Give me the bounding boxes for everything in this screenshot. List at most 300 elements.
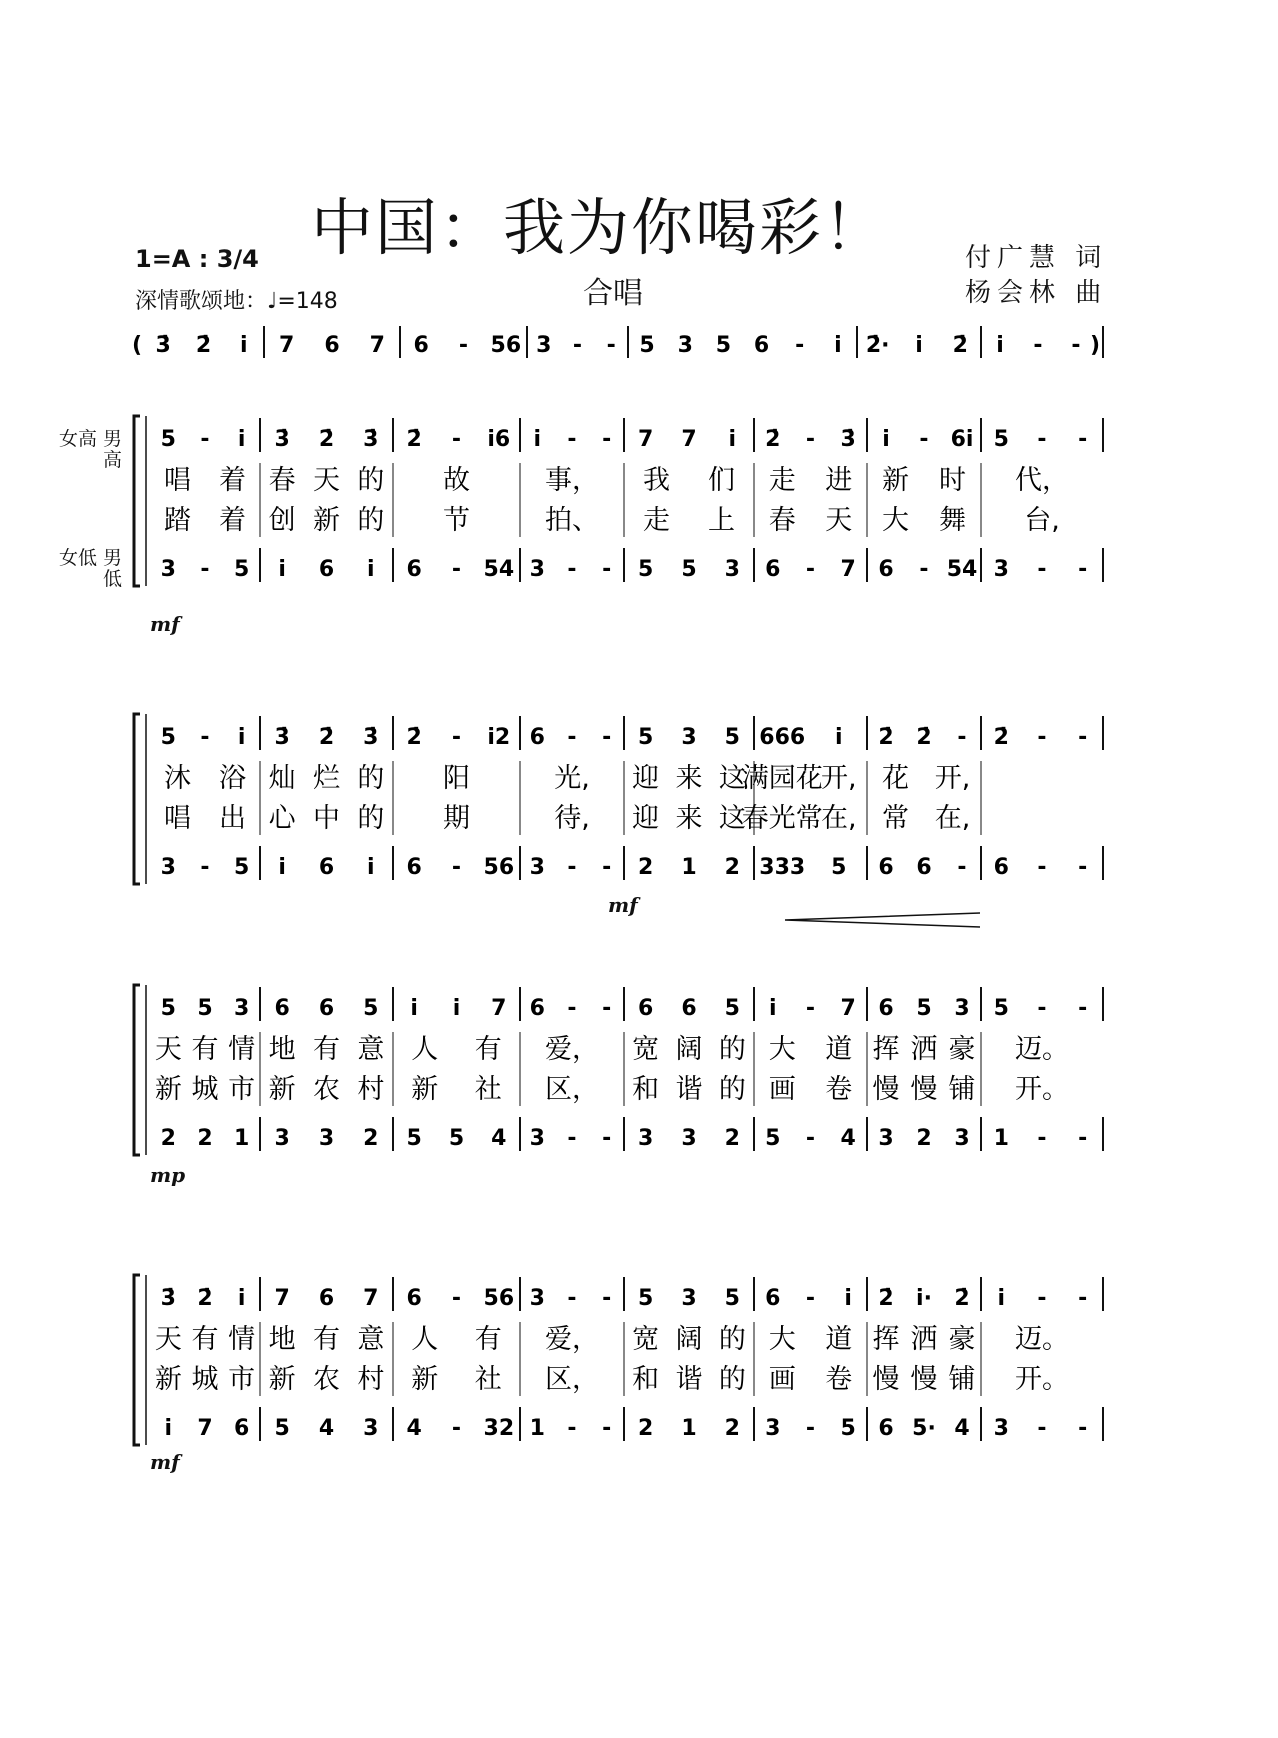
note: 3 bbox=[993, 1416, 1009, 1441]
lyric-syllable: 挥 bbox=[872, 1324, 900, 1355]
note: 6 bbox=[765, 557, 781, 582]
note: 6 bbox=[529, 996, 545, 1021]
lyric-syllable: 慢 bbox=[872, 1074, 900, 1105]
note: - bbox=[1037, 725, 1047, 750]
note: 5 bbox=[160, 725, 176, 750]
note: - bbox=[957, 855, 967, 880]
note: 5 bbox=[448, 1126, 465, 1151]
note: - bbox=[451, 1416, 462, 1441]
lyric-syllable: 烂 bbox=[313, 763, 340, 794]
note: - bbox=[805, 996, 816, 1021]
dynamic-marking-3: mp bbox=[150, 1163, 186, 1187]
lyric-syllable: 我 bbox=[643, 465, 670, 496]
note: 56 bbox=[483, 855, 515, 880]
note: - bbox=[805, 557, 816, 582]
lyric-syllable: 舞 bbox=[939, 505, 966, 536]
lyric-syllable: 来 bbox=[675, 763, 703, 794]
lyric-syllable: 着 bbox=[219, 505, 246, 536]
note: - bbox=[200, 557, 210, 582]
lyric-syllable: 意 bbox=[357, 1034, 385, 1065]
lyric-syllable: 故 bbox=[443, 465, 470, 496]
note: 5 bbox=[234, 855, 250, 880]
intro-note: 5 bbox=[715, 333, 732, 358]
note: 6 bbox=[318, 557, 335, 582]
lyric-syllable: 们 bbox=[708, 465, 735, 496]
lyric-syllable: 创 bbox=[268, 505, 296, 536]
lyric-syllable: 豪 bbox=[948, 1034, 976, 1065]
note: 3 bbox=[765, 1416, 781, 1441]
lyric-syllable: 豪 bbox=[948, 1324, 976, 1355]
lyric-syllable: 新 bbox=[154, 1364, 182, 1395]
note: 6i bbox=[950, 427, 974, 452]
note: 5 bbox=[840, 1416, 856, 1441]
note: 3 bbox=[724, 557, 740, 582]
note: 3 bbox=[681, 1126, 697, 1151]
note: 666 bbox=[759, 725, 806, 750]
lyric-syllable: 的 bbox=[357, 803, 385, 834]
note: 2 bbox=[197, 1126, 213, 1151]
note: 4 bbox=[954, 1416, 970, 1441]
system-brace bbox=[134, 416, 140, 586]
intro-note: i bbox=[996, 333, 1004, 358]
note: - bbox=[567, 427, 577, 452]
note: 3 bbox=[160, 557, 176, 582]
note: - bbox=[200, 855, 210, 880]
note: 6 bbox=[406, 855, 422, 880]
note: - bbox=[200, 427, 210, 452]
lyric-syllable: 迈。 bbox=[1015, 1324, 1069, 1355]
lyric-syllable: 台, bbox=[1024, 505, 1060, 536]
note: 5 bbox=[724, 1286, 740, 1311]
note: 3 bbox=[529, 557, 545, 582]
note: - bbox=[1078, 557, 1088, 582]
lyric-syllable: 区， bbox=[545, 1074, 599, 1105]
note: - bbox=[805, 427, 816, 452]
note: 4 bbox=[840, 1126, 856, 1151]
note: 7 bbox=[840, 557, 856, 582]
note: 2 bbox=[363, 1126, 379, 1151]
lyric-syllable: 期 bbox=[443, 803, 470, 834]
note: 5 bbox=[681, 557, 697, 582]
note: 3 bbox=[529, 1286, 545, 1311]
lyric-syllable: 村 bbox=[357, 1364, 385, 1395]
lyric-syllable: 农 bbox=[313, 1364, 340, 1395]
note: 6 bbox=[318, 1286, 335, 1311]
lyric-syllable: 沐 bbox=[164, 763, 191, 794]
tempo-marking: 深情歌颂地：♩=148 bbox=[135, 289, 338, 314]
note: 3 bbox=[529, 1126, 545, 1151]
lyric-syllable: 区， bbox=[545, 1364, 599, 1395]
note: 3 bbox=[274, 1126, 290, 1151]
note: 2̇ bbox=[406, 725, 422, 750]
note: i bbox=[533, 427, 542, 452]
lyric-syllable: 卷 bbox=[825, 1364, 853, 1395]
lyric-syllable: 时 bbox=[939, 465, 966, 496]
intro-note: 3̇ bbox=[155, 333, 171, 358]
lyric-syllable: 的 bbox=[718, 1034, 746, 1065]
lyric-syllable: 的 bbox=[718, 1364, 746, 1395]
note: - bbox=[1037, 427, 1047, 452]
note: 6 bbox=[406, 1286, 422, 1311]
lyric-syllable: 事， bbox=[545, 465, 599, 496]
note: - bbox=[451, 725, 462, 750]
note: - bbox=[602, 1286, 612, 1311]
note: 3 bbox=[363, 1416, 379, 1441]
note: - bbox=[1078, 427, 1088, 452]
lyric-syllable: 铺 bbox=[948, 1364, 976, 1395]
lyric-syllable: 铺 bbox=[948, 1074, 976, 1105]
lyric-syllable: 爱， bbox=[545, 1324, 599, 1355]
note: 3 bbox=[638, 1126, 654, 1151]
note: 1 bbox=[681, 1416, 697, 1441]
lyric-syllable: 待, bbox=[554, 803, 590, 834]
note: - bbox=[919, 427, 929, 452]
composer-credit: 杨会林 曲 bbox=[965, 278, 1108, 308]
note: i6 bbox=[487, 427, 511, 452]
note: 7 bbox=[681, 427, 697, 452]
note: 5 bbox=[160, 996, 176, 1021]
intro-paren-close: ) bbox=[1089, 333, 1101, 358]
note: i bbox=[452, 996, 461, 1021]
intro-paren-open: ( bbox=[131, 333, 143, 358]
intro-note: 3 bbox=[536, 333, 552, 358]
note: i bbox=[237, 427, 246, 452]
lower-part-label: 女低 男低 bbox=[58, 547, 122, 590]
intro-note: - bbox=[572, 333, 583, 358]
lyric-syllable: 春光常 bbox=[741, 803, 823, 834]
note: - bbox=[1078, 1416, 1088, 1441]
note: 3 bbox=[234, 996, 250, 1021]
dynamic-marking-1: mf bbox=[150, 612, 180, 636]
note: 6 bbox=[878, 557, 894, 582]
note: - bbox=[602, 996, 612, 1021]
lyric-syllable: 浴 bbox=[219, 763, 246, 794]
lyric-syllable: 在, bbox=[934, 803, 971, 834]
note: 7 bbox=[840, 996, 856, 1021]
lyric-syllable: 灿 bbox=[268, 763, 296, 794]
key-and-time-signature: 1=A : 3/4 bbox=[135, 245, 259, 273]
lyric-syllable: 新 bbox=[313, 505, 340, 536]
note: - bbox=[567, 1416, 577, 1441]
lyric-syllable: 迈。 bbox=[1015, 1034, 1069, 1065]
note: - bbox=[602, 855, 612, 880]
note: 3 bbox=[993, 557, 1009, 582]
note: i bbox=[882, 427, 890, 452]
time-signature: 3/4 bbox=[216, 245, 259, 273]
note: 6 bbox=[274, 996, 290, 1021]
lyric-syllable: 走 bbox=[643, 505, 670, 536]
note: i bbox=[834, 725, 843, 750]
note: - bbox=[1037, 1416, 1047, 1441]
upper-part-label: 女高 男高 bbox=[58, 428, 122, 471]
note: i bbox=[844, 1286, 852, 1311]
lyric-syllable: 谐 bbox=[675, 1074, 703, 1105]
dynamic-marking-4: mf bbox=[150, 1450, 180, 1474]
note: 5 bbox=[197, 996, 213, 1021]
note: 3 bbox=[318, 1126, 335, 1151]
note: 5 bbox=[638, 725, 654, 750]
note: - bbox=[1078, 855, 1088, 880]
note: - bbox=[1037, 1126, 1047, 1151]
note: 2̇ bbox=[765, 427, 781, 452]
intro-note: - bbox=[1033, 333, 1043, 358]
note: - bbox=[1078, 1126, 1088, 1151]
note: 5 bbox=[724, 725, 740, 750]
intro-note: i bbox=[834, 333, 842, 358]
lyric-syllable: 慢 bbox=[910, 1364, 938, 1395]
lyric-syllable: 开, bbox=[934, 763, 971, 794]
lyric-syllable: 新 bbox=[154, 1074, 182, 1105]
note: 7 bbox=[491, 996, 507, 1021]
lyric-syllable: 开。 bbox=[1015, 1364, 1069, 1395]
note: 2̇ bbox=[993, 725, 1009, 750]
note: 6 bbox=[765, 1286, 781, 1311]
note: 2̇ bbox=[406, 427, 422, 452]
note: - bbox=[1078, 1286, 1088, 1311]
lyric-syllable: 和 bbox=[632, 1364, 660, 1395]
note: i bbox=[728, 427, 737, 452]
lyric-syllable: 唱 bbox=[164, 803, 191, 834]
note: 2 bbox=[916, 1126, 932, 1151]
lyric-syllable: 开, bbox=[820, 763, 857, 794]
intro-note: 6 bbox=[413, 333, 429, 358]
note: 3 bbox=[529, 855, 545, 880]
system-brace bbox=[134, 985, 140, 1155]
lyric-syllable: 天 bbox=[154, 1324, 182, 1355]
note: 3 bbox=[954, 996, 970, 1021]
lyric-syllable: 新 bbox=[268, 1074, 296, 1105]
key-signature: 1=A bbox=[135, 245, 191, 273]
lyric-syllable: 的 bbox=[718, 1074, 746, 1105]
note: - bbox=[602, 427, 612, 452]
note: - bbox=[919, 557, 929, 582]
note: 6 bbox=[318, 855, 335, 880]
note: 7 bbox=[197, 1416, 213, 1441]
note: 56 bbox=[483, 1286, 515, 1311]
note: 5 bbox=[363, 996, 379, 1021]
intro-note: 7 bbox=[279, 333, 295, 358]
lyric-syllable: 上 bbox=[708, 505, 735, 536]
lyric-syllable: 卷 bbox=[825, 1074, 853, 1105]
note: - bbox=[451, 557, 462, 582]
system-brace bbox=[134, 714, 140, 884]
lyric-syllable: 市 bbox=[228, 1364, 256, 1395]
note: 3̇ bbox=[363, 427, 379, 452]
note: - bbox=[200, 725, 210, 750]
lyric-syllable: 的 bbox=[357, 465, 385, 496]
lyric-syllable: 的 bbox=[718, 1324, 746, 1355]
lyric-syllable: 村 bbox=[357, 1074, 385, 1105]
lyric-syllable: 拍、 bbox=[545, 505, 599, 536]
note: 3 bbox=[681, 1286, 697, 1311]
lyric-syllable: 洒 bbox=[910, 1034, 938, 1065]
note: 7 bbox=[274, 1286, 290, 1311]
lyric-syllable: 在, bbox=[820, 803, 857, 834]
lyric-syllable: 挥 bbox=[872, 1034, 900, 1065]
note: - bbox=[602, 1126, 612, 1151]
note: i bbox=[769, 996, 777, 1021]
note: 5 bbox=[993, 996, 1009, 1021]
intro-note: 2̇· bbox=[865, 333, 890, 358]
note: 5· bbox=[912, 1416, 936, 1441]
lyric-syllable: 的 bbox=[357, 505, 385, 536]
note: 6 bbox=[406, 557, 422, 582]
lyric-syllable: 市 bbox=[228, 1074, 256, 1105]
note: 5 bbox=[916, 996, 932, 1021]
note: 6 bbox=[234, 1416, 250, 1441]
note: 6 bbox=[318, 996, 335, 1021]
intro-note: 56 bbox=[490, 333, 522, 358]
lyric-syllable: 新 bbox=[268, 1364, 296, 1395]
note: i bbox=[278, 855, 286, 880]
lyric-syllable: 这 bbox=[718, 763, 746, 794]
note: - bbox=[1078, 996, 1088, 1021]
lyric-syllable: 地 bbox=[268, 1324, 296, 1355]
note: 3 bbox=[160, 855, 176, 880]
lyric-syllable: 春 bbox=[768, 505, 796, 536]
lyric-syllable: 节 bbox=[443, 505, 470, 536]
note: 3 bbox=[878, 1126, 894, 1151]
note: i bbox=[367, 557, 375, 582]
note: 5 bbox=[234, 557, 250, 582]
lyric-syllable: 有 bbox=[191, 1324, 219, 1355]
lyric-syllable: 有 bbox=[191, 1034, 219, 1065]
lyric-syllable: 宽 bbox=[632, 1324, 660, 1355]
note: 1 bbox=[234, 1126, 250, 1151]
intro-note: - bbox=[795, 333, 805, 358]
lyric-syllable: 地 bbox=[268, 1034, 296, 1065]
system-brace bbox=[134, 1275, 140, 1445]
intro-note: 3 bbox=[677, 333, 693, 358]
lyric-syllable: 走 bbox=[768, 465, 796, 496]
note: 3 bbox=[954, 1126, 970, 1151]
note: 6 bbox=[878, 1416, 894, 1441]
lyric-syllable: 踏 bbox=[164, 505, 191, 536]
lyric-syllable: 新 bbox=[882, 465, 909, 496]
note: 5 bbox=[638, 557, 654, 582]
note: 54 bbox=[483, 557, 515, 582]
note: 5 bbox=[406, 1126, 422, 1151]
lyric-syllable: 画 bbox=[768, 1364, 796, 1395]
note: - bbox=[567, 1286, 577, 1311]
note: - bbox=[1078, 725, 1088, 750]
song-title: 中国：我为你喝彩！ bbox=[310, 191, 887, 264]
intro-note: 2̇ bbox=[195, 333, 212, 358]
note: i bbox=[278, 557, 286, 582]
note: 6 bbox=[681, 996, 697, 1021]
note: - bbox=[1037, 1286, 1047, 1311]
note: 3̇ bbox=[363, 725, 379, 750]
lyricist-credit: 付广慧 词 bbox=[965, 243, 1108, 273]
note: 2 bbox=[724, 855, 740, 880]
note: i bbox=[237, 725, 246, 750]
note: - bbox=[567, 855, 577, 880]
note: - bbox=[805, 1286, 816, 1311]
note: 32 bbox=[483, 1416, 515, 1441]
note: - bbox=[1037, 996, 1047, 1021]
note: 7 bbox=[363, 1286, 379, 1311]
lyric-syllable: 道 bbox=[825, 1034, 853, 1065]
note: 4 bbox=[406, 1416, 422, 1441]
note: 2̇ bbox=[916, 725, 932, 750]
intro-note: - bbox=[1071, 333, 1081, 358]
note: 3̇ bbox=[160, 1286, 176, 1311]
lyric-syllable: 人 bbox=[411, 1324, 439, 1355]
lyric-syllable: 光, bbox=[554, 763, 590, 794]
note: 2̇ bbox=[878, 1286, 894, 1311]
note: 6 bbox=[878, 855, 894, 880]
note: i bbox=[410, 996, 418, 1021]
note: 6 bbox=[993, 855, 1009, 880]
note: i bbox=[164, 1416, 173, 1441]
crescendo-hairpin bbox=[785, 913, 980, 927]
note: - bbox=[602, 1416, 612, 1441]
lyric-syllable: 天 bbox=[154, 1034, 182, 1065]
note: 2̇ bbox=[197, 1286, 213, 1311]
intro-note: 7 bbox=[369, 333, 385, 358]
note: 2̇ bbox=[318, 427, 335, 452]
lyric-syllable: 新 bbox=[411, 1074, 439, 1105]
lyric-syllable: 画 bbox=[768, 1074, 796, 1105]
note: 1 bbox=[529, 1416, 545, 1441]
note: 2̇ bbox=[954, 1286, 970, 1311]
lyric-syllable: 唱 bbox=[164, 465, 191, 496]
note: - bbox=[957, 725, 967, 750]
lyric-syllable: 城 bbox=[191, 1074, 219, 1105]
note: - bbox=[602, 725, 612, 750]
note: 1 bbox=[993, 1126, 1009, 1151]
note: 5 bbox=[993, 427, 1009, 452]
note: - bbox=[567, 1126, 577, 1151]
lyric-syllable: 慢 bbox=[872, 1364, 900, 1395]
lyric-syllable: 洒 bbox=[910, 1324, 938, 1355]
note: i2 bbox=[487, 725, 511, 750]
note: - bbox=[1037, 557, 1047, 582]
note: 6 bbox=[916, 855, 932, 880]
note: 1 bbox=[681, 855, 697, 880]
note: - bbox=[451, 1286, 462, 1311]
lyric-syllable: 出 bbox=[219, 803, 246, 834]
lyric-syllable: 阳 bbox=[443, 763, 470, 794]
lyric-syllable: 宽 bbox=[632, 1034, 660, 1065]
intro-note: i bbox=[915, 333, 923, 358]
note: i· bbox=[916, 1286, 932, 1311]
dynamic-marking-2: mf bbox=[608, 893, 638, 917]
note: 2̇ bbox=[318, 725, 335, 750]
note: - bbox=[567, 725, 577, 750]
intro-note: 6 bbox=[324, 333, 340, 358]
intro-note: - bbox=[606, 333, 616, 358]
lyric-syllable: 爱， bbox=[545, 1034, 599, 1065]
subtitle: 合唱 bbox=[583, 276, 643, 311]
note: 6 bbox=[529, 725, 545, 750]
note: 5 bbox=[765, 1126, 781, 1151]
lyric-syllable: 阔 bbox=[675, 1324, 703, 1355]
lyric-syllable: 春 bbox=[268, 465, 296, 496]
lyric-syllable: 的 bbox=[357, 763, 385, 794]
intro-note: 2̇ bbox=[952, 333, 968, 358]
lyric-syllable: 农 bbox=[313, 1074, 340, 1105]
lyric-syllable: 着 bbox=[219, 465, 246, 496]
note: 5 bbox=[831, 855, 847, 880]
lyric-syllable: 花 bbox=[882, 763, 909, 794]
note: 3̇ bbox=[840, 427, 856, 452]
note: 2 bbox=[638, 855, 654, 880]
lyric-syllable: 社 bbox=[474, 1364, 502, 1395]
lyric-syllable: 代， bbox=[1015, 465, 1069, 496]
lyric-syllable: 迎 bbox=[632, 803, 660, 834]
lyric-syllable: 阔 bbox=[675, 1034, 703, 1065]
